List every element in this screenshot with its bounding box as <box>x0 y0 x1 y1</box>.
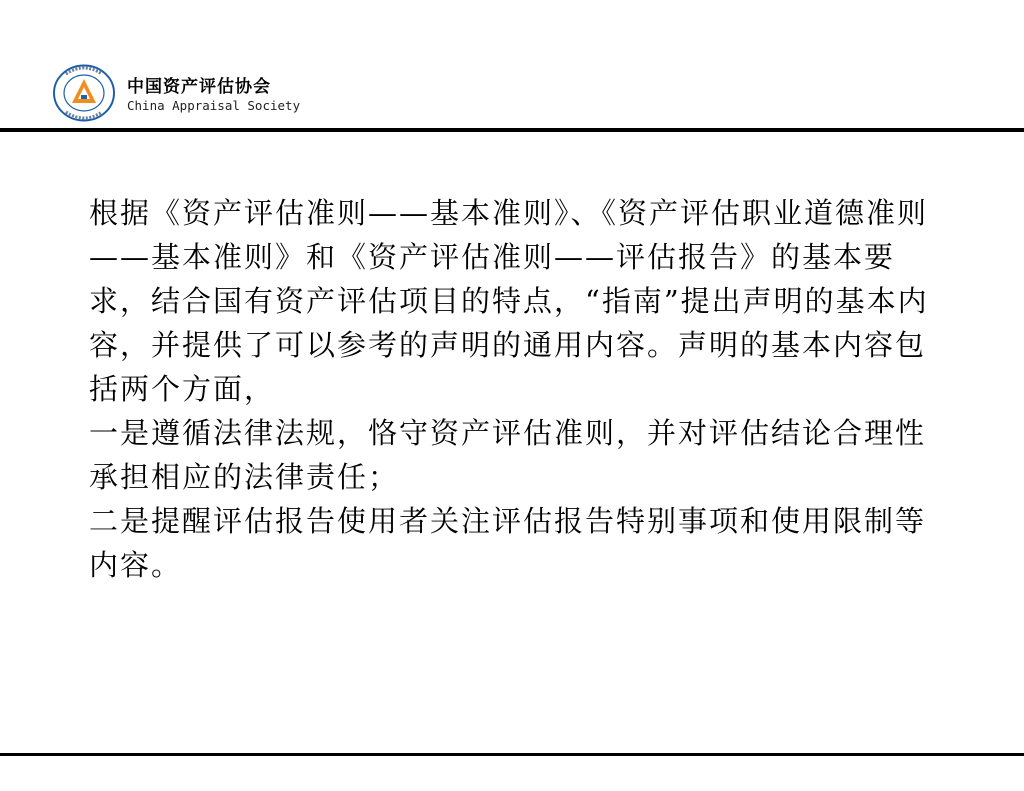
paragraph-point-two: 二是提醒评估报告使用者关注评估报告特别事项和使用限制等内容。 <box>89 504 927 582</box>
china-appraisal-society-logo-icon <box>52 64 116 122</box>
org-name-english: China Appraisal Society <box>127 98 301 113</box>
paragraph-intro: 根据《资产评估准则——基本准则》、《资产评估职业道德准则——基本准则》和《资产评估准则——评估报告》的基本要求，结合国有资产评估项目的特点，“指南”提出声明的基本内容，并提供了可以参考的声明的通用内容。声明的基本内容包括两个方面， <box>89 196 929 406</box>
org-name-chinese: 中国资产评估协会 <box>127 77 271 97</box>
header-divider <box>0 128 1024 132</box>
slide-header <box>0 0 1024 133</box>
paragraph-point-one: 一是遵循法律法规，恪守资产评估准则，并对评估结论合理性承担相应的法律责任； <box>89 416 927 494</box>
footer-divider <box>0 753 1024 756</box>
slide-body <box>89 191 929 587</box>
